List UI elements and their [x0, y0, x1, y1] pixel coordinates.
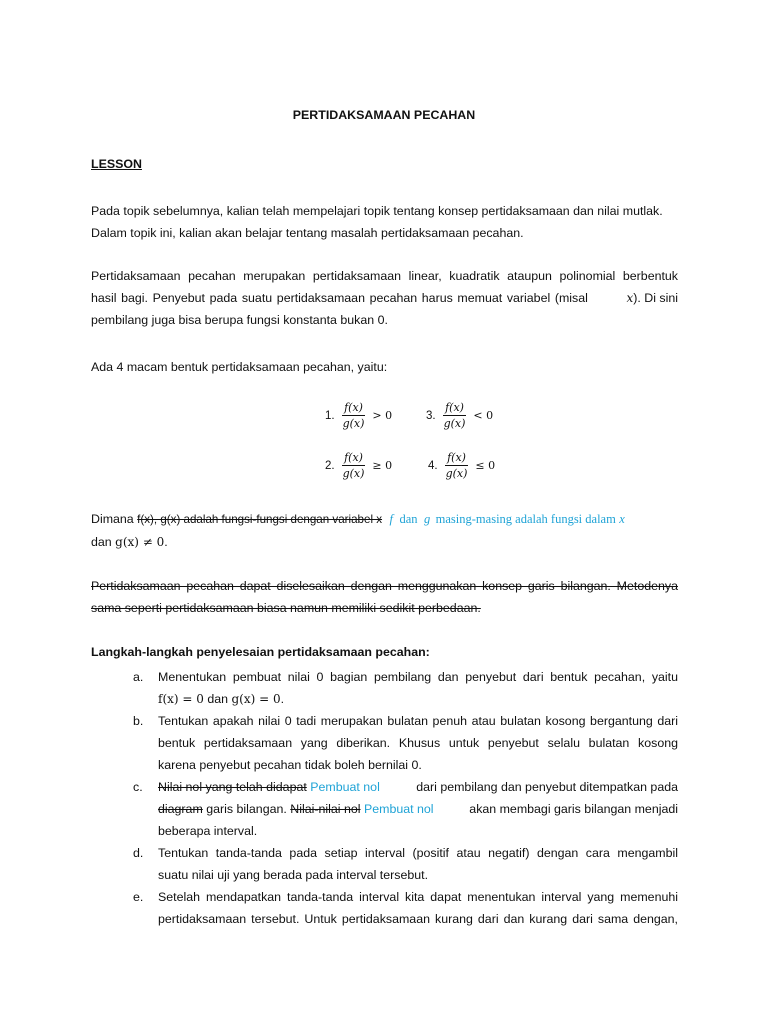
step-c-line-1 — [158, 776, 678, 798]
where-paragraph — [91, 508, 678, 553]
variable-x: x — [626, 291, 634, 305]
where-correction: masing-masing adalah fungsi dalam — [435, 512, 616, 526]
form-3-fraction — [442, 401, 468, 430]
step-a-text — [158, 666, 678, 710]
step-b-line-1: Tentukan apakah nilai 0 tadi merupakan bulatan penuh atau bulatan kosong bergantung dari — [158, 714, 678, 728]
definition-line-3: pembilang juga bisa berupa fungsi konstanta bukan 0. — [91, 313, 388, 327]
step-e-line-1: Setelah mendapatkan tanda-tanda interval kita dapat menentukan interval yang memenuhi — [158, 890, 678, 904]
definition-line-2-text: hasil bagi. Penyebut pada suatu pertidaksamaan pecahan harus memuat variabel (misal — [91, 291, 588, 305]
step-a-line-1: Menentukan pembuat nilai 0 bagian pembilang dan penyebut dari bentuk pecahan, yaitu — [158, 670, 678, 684]
where-x: x — [619, 512, 625, 526]
form-3-denominator: g(x) — [443, 417, 466, 430]
definition-line-1: Pertidaksamaan pecahan merupakan pertidaksamaan linear, kuadratik ataupun polinomial berbentuk — [91, 269, 678, 283]
form-1-denominator: g(x) — [342, 417, 365, 430]
step-a-line-2 — [158, 688, 678, 710]
form-1-number: 1. — [325, 409, 335, 422]
step-c-text — [158, 776, 678, 842]
form-1 — [325, 401, 392, 430]
step-b-line-3: karena penyebut pecahan tidak boleh bernilai 0. — [158, 758, 422, 772]
where-f: f — [389, 512, 393, 526]
definition-paragraph — [91, 265, 678, 331]
step-c-line-3: beberapa interval. — [158, 824, 258, 838]
step-a-math-1: f(x) = 0 — [158, 692, 204, 706]
step-c-inserted-1: Pembuat nol — [310, 780, 380, 794]
step-b-letter: b. — [133, 714, 144, 728]
where-line-2-dan: dan — [91, 535, 112, 549]
steps-heading: Langkah-langkah penyelesaian pertidaksamaan pecahan: — [91, 645, 430, 659]
form-2-denominator: g(x) — [342, 467, 365, 480]
where-line-1 — [91, 508, 678, 531]
form-4-numerator: f(x) — [447, 451, 466, 464]
intro-paragraph — [91, 200, 678, 244]
step-a-end: . — [280, 692, 285, 706]
lesson-heading: LESSON — [91, 157, 142, 171]
step-c-line-2-left — [158, 798, 434, 820]
page-title: PERTIDAKSAMAAN PECAHAN — [292, 108, 476, 122]
step-e-letter: e. — [133, 890, 144, 904]
where-g-not-zero: g(x) ≠ 0 — [115, 535, 165, 549]
step-c-rest-1: dari pembilang dan penyebut ditempatkan pada — [416, 780, 678, 794]
form-3-relation: < 0 — [473, 409, 494, 422]
form-4 — [428, 451, 495, 480]
forms-intro: Ada 4 macam bentuk pertidaksamaan pecahan, yaitu: — [91, 360, 388, 374]
form-2-relation: ≥ 0 — [372, 459, 393, 472]
form-1-numerator: f(x) — [344, 401, 363, 414]
step-c-struck-2: diagram — [158, 802, 203, 816]
step-a-math-2: g(x) = 0 — [231, 692, 281, 706]
form-1-fraction — [341, 401, 367, 430]
step-c-mid-2: garis bilangan. — [206, 802, 287, 816]
where-line-2-end: . — [164, 535, 168, 549]
step-d-text — [158, 842, 678, 886]
where-struck-text: f(x), g(x) adalah fungsi-fungsi dengan variabel x — [137, 513, 383, 526]
where-line-2 — [91, 531, 678, 553]
form-2-number: 2. — [325, 459, 335, 472]
form-4-relation: ≤ 0 — [475, 459, 496, 472]
step-b-text — [158, 710, 678, 776]
intro-line-1: Pada topik sebelumnya, kalian telah mempelajari topik tentang konsep pertidaksamaan dan nilai mutlak. — [91, 204, 663, 218]
definition-line-2-tail: ). Di sini — [633, 291, 678, 305]
form-2-fraction — [341, 451, 367, 480]
step-b-line-2: bentuk pertidaksamaan yang diberikan. Khusus untuk penyebut selalu bulatan kosong — [158, 736, 678, 750]
step-a-letter: a. — [133, 670, 144, 684]
struck-line-2: sama seperti pertidaksamaan biasa namun memiliki sedikit perbedaan. — [91, 601, 481, 615]
step-a-dan: dan — [207, 692, 229, 706]
step-c-rest-2: akan membagi garis bilangan menjadi — [469, 802, 678, 816]
where-dan: dan — [399, 512, 418, 526]
step-d-letter: d. — [133, 846, 144, 860]
struck-line-1: Pertidaksamaan pecahan dapat diselesaikan dengan menggunakan konsep garis bilangan. Metodenya — [91, 579, 678, 593]
step-e-text — [158, 886, 678, 930]
step-c-inserted-2: Pembuat nol — [363, 802, 434, 816]
step-c-struck-3: Nilai-nilai nol — [290, 802, 361, 816]
step-c-letter: c. — [133, 780, 143, 794]
step-e-line-2: pertidaksamaan tersebut. Untuk pertidaksamaan kurang dari dan kurang dari sama dengan, — [158, 912, 678, 926]
form-4-number: 4. — [428, 459, 438, 472]
form-3-numerator: f(x) — [445, 401, 464, 414]
form-1-relation: > 0 — [372, 409, 393, 422]
form-2 — [325, 451, 392, 480]
where-prefix: Dimana — [91, 512, 134, 526]
step-c-struck-1: Nilai nol yang telah didapat — [158, 780, 307, 794]
step-d-line-2: suatu nilai uji yang berada pada interval tersebut. — [158, 868, 429, 882]
definition-line-2-end — [626, 287, 678, 309]
form-3-number: 3. — [426, 409, 436, 422]
definition-line-2 — [91, 287, 678, 309]
form-2-numerator: f(x) — [344, 451, 363, 464]
form-3 — [426, 401, 493, 430]
where-g: g — [423, 512, 431, 526]
step-d-line-1: Tentukan tanda-tanda pada setiap interval (positif atau negatif) dengan cara mengambil — [158, 846, 678, 860]
step-c-line-1-left — [158, 776, 380, 798]
struck-paragraph — [91, 575, 678, 619]
form-4-fraction — [444, 451, 470, 480]
intro-line-2: Dalam topik ini, kalian akan belajar tentang masalah pertidaksamaan pecahan. — [91, 226, 524, 240]
step-c-line-2 — [158, 798, 678, 820]
form-4-denominator: g(x) — [445, 467, 468, 480]
